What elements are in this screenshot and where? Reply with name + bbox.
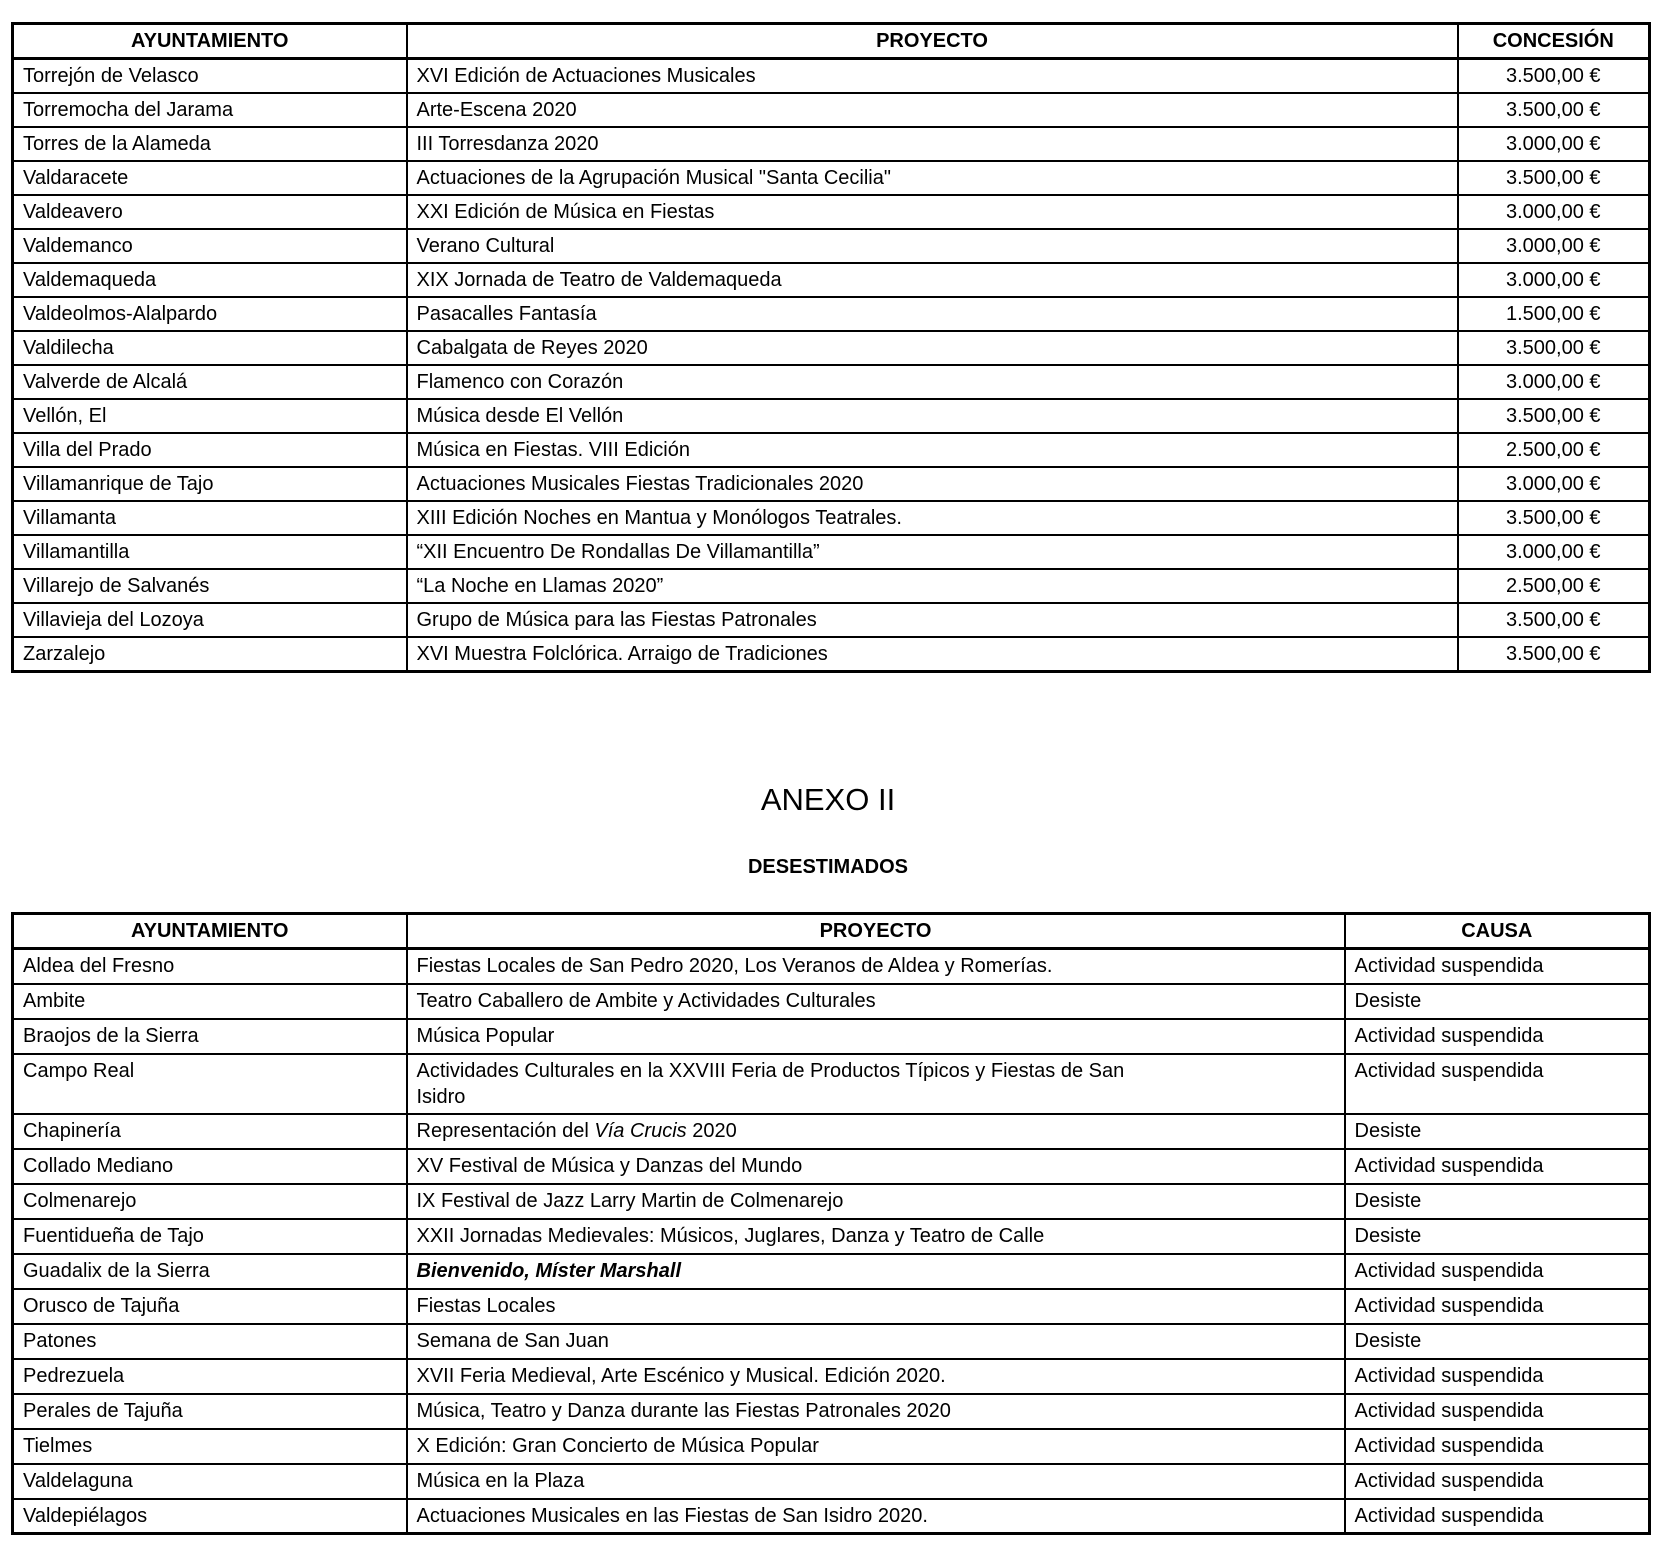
annex1-table-body <box>13 59 1650 672</box>
municipality-cell: Vellón, El <box>13 399 407 433</box>
project-cell: Verano Cultural <box>407 229 1458 263</box>
project-cell <box>407 1254 1345 1289</box>
amount-cell: 3.000,00 € <box>1458 365 1650 399</box>
cause-cell: Actividad suspendida <box>1345 1394 1650 1429</box>
header-row <box>13 914 1650 949</box>
municipality-cell: Villarejo de Salvanés <box>13 569 407 603</box>
cause-cell: Actividad suspendida <box>1345 949 1650 984</box>
municipality-cell: Chapinería <box>13 1114 407 1149</box>
table-row <box>13 263 1650 297</box>
amount-cell: 3.500,00 € <box>1458 331 1650 365</box>
table-row <box>13 984 1650 1019</box>
table-row <box>13 637 1650 672</box>
column-header-proyecto: PROYECTO <box>407 24 1458 59</box>
table-row <box>13 535 1650 569</box>
table-row <box>13 1499 1650 1534</box>
amount-cell: 3.000,00 € <box>1458 467 1650 501</box>
amount-cell: 3.000,00 € <box>1458 535 1650 569</box>
annex2-table <box>11 912 1651 1535</box>
amount-cell: 2.500,00 € <box>1458 569 1650 603</box>
project-cell: “XII Encuentro De Rondallas De Villamantilla” <box>407 535 1458 569</box>
project-cell: X Edición: Gran Concierto de Música Popular <box>407 1429 1345 1464</box>
cause-cell: Desiste <box>1345 1114 1650 1149</box>
amount-cell: 3.500,00 € <box>1458 637 1650 672</box>
municipality-cell: Torrejón de Velasco <box>13 59 407 94</box>
table-row <box>13 127 1650 161</box>
amount-cell: 3.500,00 € <box>1458 603 1650 637</box>
cause-cell: Actividad suspendida <box>1345 1429 1650 1464</box>
table-row <box>13 161 1650 195</box>
project-cell: XVI Edición de Actuaciones Musicales <box>407 59 1458 94</box>
municipality-cell: Valverde de Alcalá <box>13 365 407 399</box>
annex2-title: ANEXO II <box>760 782 896 817</box>
amount-cell: 3.000,00 € <box>1458 229 1650 263</box>
project-cell: Música en Fiestas. VIII Edición <box>407 433 1458 467</box>
table-row <box>13 1149 1650 1184</box>
table-row <box>13 297 1650 331</box>
project-cell: Cabalgata de Reyes 2020 <box>407 331 1458 365</box>
project-cell: Semana de San Juan <box>407 1324 1345 1359</box>
municipality-cell: Campo Real <box>13 1054 407 1114</box>
table-row <box>13 1359 1650 1394</box>
table-row <box>13 229 1650 263</box>
table-row <box>13 1054 1650 1114</box>
project-cell: Fiestas Locales de San Pedro 2020, Los Veranos de Aldea y Romerías. <box>407 949 1345 984</box>
amount-cell: 1.500,00 € <box>1458 297 1650 331</box>
table-row <box>13 1394 1650 1429</box>
project-cell: Flamenco con Corazón <box>407 365 1458 399</box>
table-row <box>13 1289 1650 1324</box>
project-cell: Teatro Caballero de Ambite y Actividades Culturales <box>407 984 1345 1019</box>
municipality-cell: Guadalix de la Sierra <box>13 1254 407 1289</box>
municipality-cell: Ambite <box>13 984 407 1019</box>
table-row <box>13 1219 1650 1254</box>
cause-cell: Actividad suspendida <box>1345 1464 1650 1499</box>
project-cell: Música desde El Vellón <box>407 399 1458 433</box>
municipality-cell: Perales de Tajuña <box>13 1394 407 1429</box>
table-row <box>13 93 1650 127</box>
project-cell: Arte-Escena 2020 <box>407 93 1458 127</box>
project-cell: XXI Edición de Música en Fiestas <box>407 195 1458 229</box>
annex2-subtitle: DESESTIMADOS <box>747 856 909 878</box>
municipality-cell: Valdelaguna <box>13 1464 407 1499</box>
table-row <box>13 1324 1650 1359</box>
municipality-cell: Villamantilla <box>13 535 407 569</box>
table-row <box>13 603 1650 637</box>
municipality-cell: Valdeavero <box>13 195 407 229</box>
table-row <box>13 1184 1650 1219</box>
cause-cell: Actividad suspendida <box>1345 1054 1650 1114</box>
amount-cell: 3.500,00 € <box>1458 161 1650 195</box>
project-cell <box>407 1114 1345 1149</box>
project-cell: IX Festival de Jazz Larry Martin de Colmenarejo <box>407 1184 1345 1219</box>
project-cell: XIX Jornada de Teatro de Valdemaqueda <box>407 263 1458 297</box>
municipality-cell: Villamanta <box>13 501 407 535</box>
cause-cell: Desiste <box>1345 1219 1650 1254</box>
amount-cell: 3.500,00 € <box>1458 501 1650 535</box>
project-cell <box>407 1054 1345 1114</box>
project-cell: XV Festival de Música y Danzas del Mundo <box>407 1149 1345 1184</box>
cause-cell: Actividad suspendida <box>1345 1289 1650 1324</box>
table-row <box>13 1114 1650 1149</box>
municipality-cell: Patones <box>13 1324 407 1359</box>
column-header-proyecto: PROYECTO <box>407 914 1345 949</box>
municipality-cell: Torres de la Alameda <box>13 127 407 161</box>
amount-cell: 2.500,00 € <box>1458 433 1650 467</box>
municipality-cell: Villamanrique de Tajo <box>13 467 407 501</box>
municipality-cell: Fuentidueña de Tajo <box>13 1219 407 1254</box>
amount-cell: 3.500,00 € <box>1458 399 1650 433</box>
table-row <box>13 1464 1650 1499</box>
table-row <box>13 195 1650 229</box>
municipality-cell: Valdilecha <box>13 331 407 365</box>
project-cell: Música Popular <box>407 1019 1345 1054</box>
amount-cell: 3.000,00 € <box>1458 195 1650 229</box>
amount-cell: 3.500,00 € <box>1458 59 1650 94</box>
project-cell: Música, Teatro y Danza durante las Fiestas Patronales 2020 <box>407 1394 1345 1429</box>
municipality-cell: Valdemaqueda <box>13 263 407 297</box>
municipality-cell: Orusco de Tajuña <box>13 1289 407 1324</box>
municipality-cell: Tielmes <box>13 1429 407 1464</box>
column-header-concesion: CONCESIÓN <box>1458 24 1650 59</box>
table-row <box>13 949 1650 984</box>
table-row <box>13 331 1650 365</box>
municipality-cell: Valdemanco <box>13 229 407 263</box>
table-row <box>13 433 1650 467</box>
header-row <box>13 24 1650 59</box>
project-cell: Actuaciones Musicales Fiestas Tradicionales 2020 <box>407 467 1458 501</box>
municipality-cell: Valdaracete <box>13 161 407 195</box>
project-cell: Actuaciones Musicales en las Fiestas de San Isidro 2020. <box>407 1499 1345 1534</box>
annex1-table <box>11 22 1651 673</box>
cause-cell: Actividad suspendida <box>1345 1359 1650 1394</box>
cause-cell: Actividad suspendida <box>1345 1019 1650 1054</box>
table-row <box>13 399 1650 433</box>
annex2-table-body <box>13 949 1650 1534</box>
municipality-cell: Villa del Prado <box>13 433 407 467</box>
project-text-segment: Actividades Culturales en la XXVIII Feria de Productos Típicos y Fiestas de San <box>416 1059 1125 1082</box>
municipality-cell: Torremocha del Jarama <box>13 93 407 127</box>
table-row <box>13 365 1650 399</box>
municipality-cell: Valdeolmos-Alalpardo <box>13 297 407 331</box>
project-text-segment: Representación del <box>416 1119 595 1142</box>
project-text-segment: Isidro <box>416 1085 466 1108</box>
cause-cell: Desiste <box>1345 1184 1650 1219</box>
column-header-ayuntamiento: AYUNTAMIENTO <box>13 914 407 949</box>
amount-cell: 3.500,00 € <box>1458 93 1650 127</box>
project-cell: “La Noche en Llamas 2020” <box>407 569 1458 603</box>
table-row <box>13 501 1650 535</box>
project-cell: XVII Feria Medieval, Arte Escénico y Musical. Edición 2020. <box>407 1359 1345 1394</box>
table-row <box>13 467 1650 501</box>
table-row <box>13 1429 1650 1464</box>
project-text-segment: Vía Crucis <box>594 1119 687 1142</box>
table-row <box>13 59 1650 94</box>
cause-cell: Actividad suspendida <box>1345 1254 1650 1289</box>
project-text-segment: Bienvenido, Míster Marshall <box>416 1259 682 1282</box>
project-cell: XXII Jornadas Medievales: Músicos, Juglares, Danza y Teatro de Calle <box>407 1219 1345 1254</box>
municipality-cell: Braojos de la Sierra <box>13 1019 407 1054</box>
project-cell: Grupo de Música para las Fiestas Patronales <box>407 603 1458 637</box>
column-header-ayuntamiento: AYUNTAMIENTO <box>13 24 407 59</box>
municipality-cell: Villavieja del Lozoya <box>13 603 407 637</box>
column-header-causa: CAUSA <box>1345 914 1650 949</box>
municipality-cell: Colmenarejo <box>13 1184 407 1219</box>
cause-cell: Desiste <box>1345 984 1650 1019</box>
table-row <box>13 1254 1650 1289</box>
municipality-cell: Collado Mediano <box>13 1149 407 1184</box>
project-cell: III Torresdanza 2020 <box>407 127 1458 161</box>
amount-cell: 3.000,00 € <box>1458 127 1650 161</box>
cause-cell: Actividad suspendida <box>1345 1149 1650 1184</box>
table-row <box>13 569 1650 603</box>
table-row <box>13 1019 1650 1054</box>
project-cell: XIII Edición Noches en Mantua y Monólogos Teatrales. <box>407 501 1458 535</box>
project-cell: Fiestas Locales <box>407 1289 1345 1324</box>
municipality-cell: Pedrezuela <box>13 1359 407 1394</box>
municipality-cell: Zarzalejo <box>13 637 407 672</box>
project-cell: Actuaciones de la Agrupación Musical "Santa Cecilia" <box>407 161 1458 195</box>
cause-cell: Actividad suspendida <box>1345 1499 1650 1534</box>
municipality-cell: Aldea del Fresno <box>13 949 407 984</box>
municipality-cell: Valdepiélagos <box>13 1499 407 1534</box>
cause-cell: Desiste <box>1345 1324 1650 1359</box>
project-text-segment: 2020 <box>686 1119 737 1142</box>
project-cell: XVI Muestra Folclórica. Arraigo de Tradiciones <box>407 637 1458 672</box>
project-cell: Música en la Plaza <box>407 1464 1345 1499</box>
project-cell: Pasacalles Fantasía <box>407 297 1458 331</box>
amount-cell: 3.000,00 € <box>1458 263 1650 297</box>
